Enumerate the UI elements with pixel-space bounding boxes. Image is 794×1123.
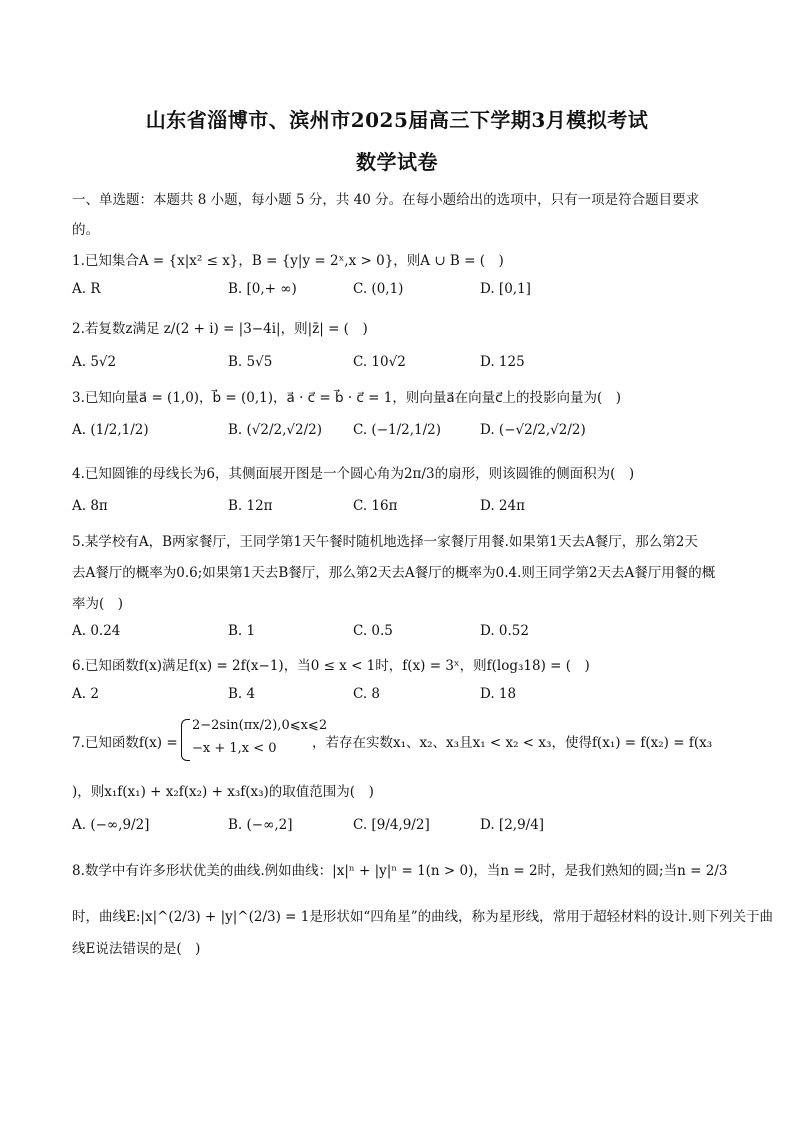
question-4-option-b: B. 12π — [228, 498, 273, 514]
question-5-option-b: B. 1 — [228, 623, 256, 639]
question-5-option-c: C. 0.5 — [353, 623, 393, 639]
question-3-option-b: B. (√2/2,√2/2) — [228, 422, 322, 438]
question-8-stem-line-1: 8.数学中有许多形状优美的曲线.例如曲线：|x|ⁿ + |y|ⁿ = 1(n > 0)，当n = 2时，是我们熟知的圆;当n = 2/3 — [72, 863, 728, 879]
question-5-stem-line-2: 去A餐厅的概率为0.6;如果第1天去B餐厅，那么第2天去A餐厅的概率为0.4.则王同学第2天去A餐厅用餐的概 — [72, 565, 716, 581]
page-title: 山东省淄博市、滨州市2025届高三下学期3月模拟考试 — [145, 108, 649, 132]
question-5-option-a: A. 0.24 — [72, 623, 121, 639]
question-1-option-b: B. [0,+ ∞) — [228, 281, 297, 297]
question-4-stem: 4.已知圆锥的母线长为6，其侧面展开图是一个圆心角为2π/3的扇形，则该圆锥的侧面积为( ) — [72, 466, 635, 482]
question-6-option-b: B. 4 — [228, 686, 256, 702]
question-3-option-a: A. (1/2,1/2) — [72, 422, 149, 438]
question-4-option-a: A. 8π — [72, 498, 108, 514]
question-3-option-c: C. (−1/2,1/2) — [353, 422, 442, 438]
question-1-stem: 1.已知集合A = {x|x² ≤ x}，B = {y|y = 2ˣ,x > 0}，则A ∪ B = ( ) — [72, 253, 504, 269]
question-1-option-d: D. [0,1] — [480, 281, 531, 297]
question-6-option-a: A. 2 — [72, 686, 99, 702]
question-2-option-d: D. 125 — [480, 354, 525, 370]
section-instructions-line-2: 的。 — [72, 222, 99, 238]
question-7-stem-line-2: )，则x₁f(x₁) + x₂f(x₂) + x₃f(x₃)的取值范围为( ) — [72, 784, 374, 800]
question-3-stem: 3.已知向量a⃗ = (1,0)，b⃗ = (0,1)，a⃗ · c⃗ = b⃗ · c⃗ = 1，则向量a⃗在向量c⃗上的投影向量为( ) — [72, 390, 622, 406]
question-7-case-2: −x + 1,x < 0 — [192, 741, 277, 756]
question-7-case-1: 2−2sin(πx/2),0⩽x⩽2 — [192, 718, 328, 733]
question-5-option-d: D. 0.52 — [480, 623, 529, 639]
question-8-stem-line-2: 时，曲线E:|x|^(2/3) + |y|^(2/3) = 1是形状如“四角星”的曲线，称为星形线，常用于超轻材料的设计.则下列关于曲 — [72, 909, 773, 925]
piecewise-brace — [181, 719, 190, 761]
question-7-option-d: D. [2,9/4] — [480, 817, 545, 833]
question-5-stem-line-1: 5.某学校有A，B两家餐厅，王同学第1天午餐时随机地选择一家餐厅用餐.如果第1天去A餐厅，那么第2天 — [72, 534, 698, 550]
question-6-option-c: C. 8 — [353, 686, 381, 702]
question-7-prefix: 7.已知函数f(x) = — [72, 735, 178, 751]
question-7-condition: ，若存在实数x₁、x₂、x₃且x₁ < x₂ < x₃，使得f(x₁) = f(x₂) = f(x₃ — [312, 735, 713, 751]
question-5-stem-line-3: 率为( ) — [72, 596, 124, 612]
question-2-stem: 2.若复数z满足 z/(2 + i) = |3−4i|，则|z̄| = ( ) — [72, 321, 368, 337]
section-instructions-line-1: 一、单选题：本题共 8 小题，每小题 5 分，共 40 分。在每小题给出的选项中，只有一项是符合题目要求 — [72, 192, 700, 208]
question-7-option-b: B. (−∞,2] — [228, 817, 293, 833]
question-6-stem: 6.已知函数f(x)满足f(x) = 2f(x−1)，当0 ≤ x < 1时，f(x) = 3ˣ，则f(log₃18) = ( ) — [72, 658, 590, 674]
question-3-option-d: D. (−√2/2,√2/2) — [480, 422, 586, 438]
question-2-option-c: C. 10√2 — [353, 354, 406, 370]
question-4-option-c: C. 16π — [353, 498, 398, 514]
page-subtitle: 数学试卷 — [356, 150, 438, 174]
question-7-option-c: C. [9/4,9/2] — [353, 817, 430, 833]
question-4-option-d: D. 24π — [480, 498, 525, 514]
question-1-option-a: A. R — [72, 281, 101, 297]
question-8-stem-line-3: 线E说法错误的是( ) — [72, 941, 201, 957]
question-2-option-a: A. 5√2 — [72, 354, 117, 370]
question-2-option-b: B. 5√5 — [228, 354, 273, 370]
question-1-option-c: C. (0,1) — [353, 281, 404, 297]
question-7-option-a: A. (−∞,9/2] — [72, 817, 150, 833]
question-6-option-d: D. 18 — [480, 686, 517, 702]
